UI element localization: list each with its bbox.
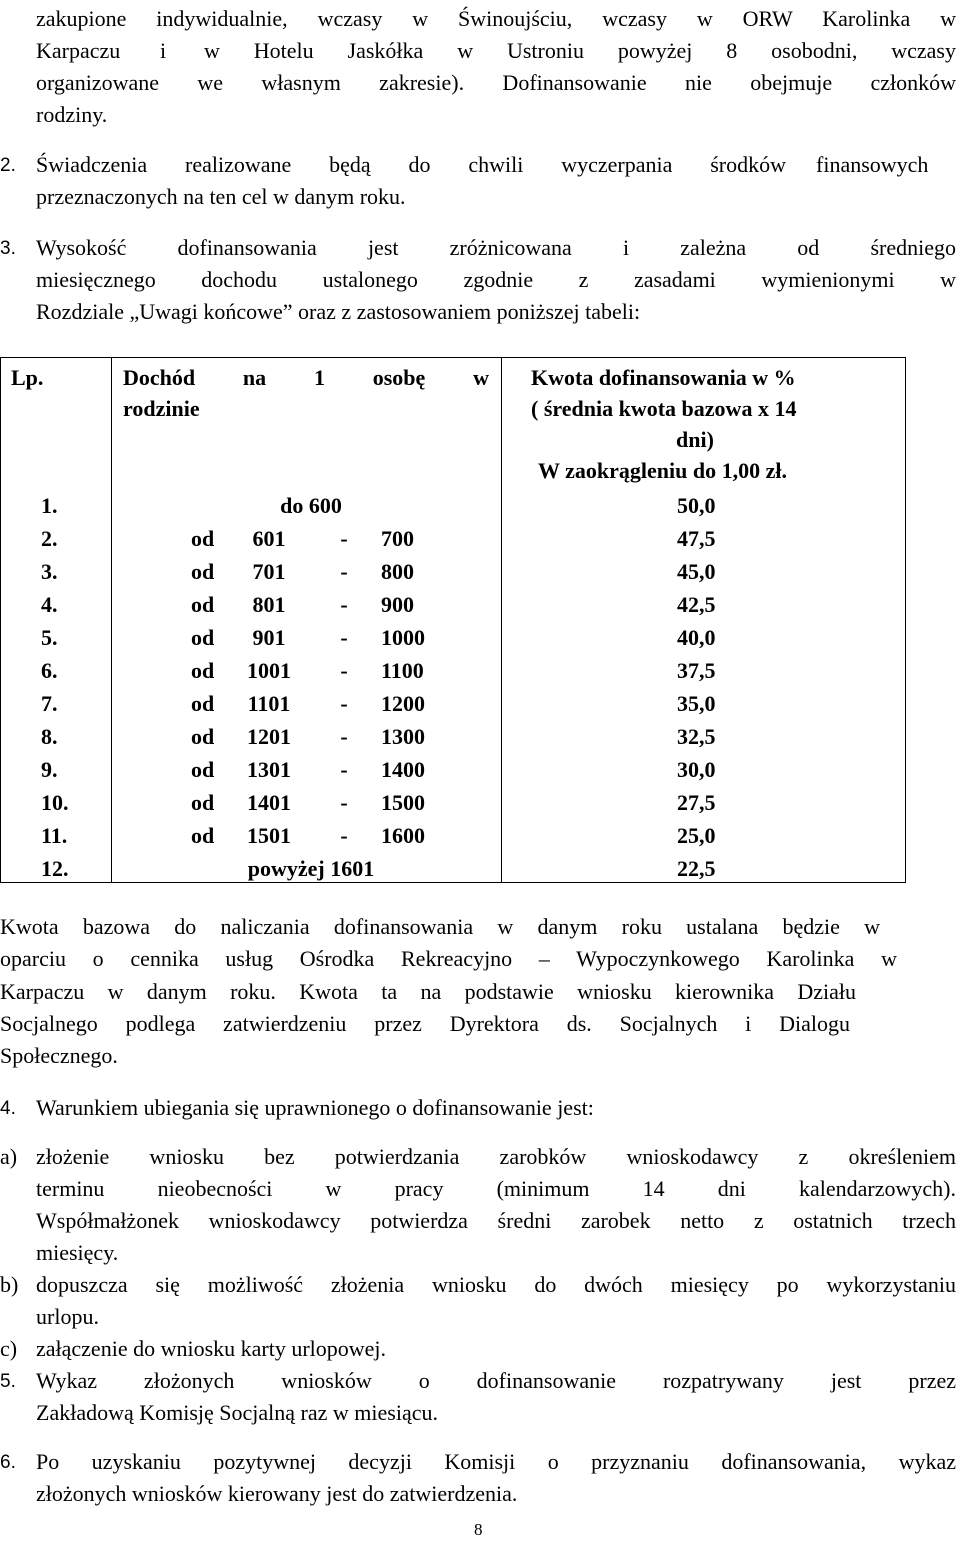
- row-percent: 30,0: [677, 757, 716, 782]
- table-header-dochod-1: Dochód na 1 osobę w: [123, 365, 489, 390]
- row-income-from: 1101: [247, 691, 291, 716]
- base-amount-line-1: Kwota bazowa do naliczania dofinansowania w danym roku ustalana będzie w: [0, 914, 880, 939]
- row-percent: 32,5: [677, 724, 716, 749]
- point-2-line-1: Świadczenia realizowane będą do chwili wyczerpania środków: [36, 152, 786, 177]
- point-4a-line-1: złożenie wniosku bez potwierdzania zarobków wnioskodawcy z określeniem: [36, 1144, 956, 1169]
- row-od: od: [191, 691, 215, 716]
- row-od: od: [191, 625, 215, 650]
- point-3-line-1: Wysokość dofinansowania jest zróżnicowana i zależna od średniego: [36, 235, 956, 260]
- table-row: [1, 522, 907, 555]
- row-number: 9.: [41, 757, 58, 782]
- row-percent: 45,0: [677, 559, 716, 584]
- point-4-number: 4.: [0, 1098, 16, 1119]
- row-income-from: 1401: [247, 790, 291, 815]
- point-4-text: Warunkiem ubiegania się uprawnionego o dofinansowanie jest:: [36, 1095, 594, 1120]
- table-header-dochod-2: rodzinie: [123, 396, 200, 421]
- row-income-from: 1001: [247, 658, 291, 683]
- row-percent: 40,0: [677, 625, 716, 650]
- intro-line-3: organizowane we własnym zakresie). Dofinansowanie nie obejmuje członków: [36, 70, 956, 95]
- table-row: [1, 555, 907, 588]
- row-od: od: [191, 790, 215, 815]
- table-header-lp: Lp.: [11, 365, 44, 390]
- row-income-from: 901: [252, 625, 286, 650]
- row-number: 8.: [41, 724, 58, 749]
- point-4a-line-4: miesięcy.: [36, 1240, 119, 1265]
- point-6-number: 6.: [0, 1452, 16, 1473]
- row-income-from: do 600: [280, 493, 342, 518]
- table-row: [1, 852, 907, 885]
- row-percent: 50,0: [677, 493, 716, 518]
- table-row: [1, 654, 907, 687]
- base-amount-line-4: Socjalnego podlega zatwierdzeniu przez Dyrektora ds. Socjalnych i Dialogu: [0, 1011, 850, 1036]
- row-dash: -: [340, 559, 348, 584]
- table-header-kwota-3: dni): [676, 427, 714, 452]
- row-income-to: 700: [381, 526, 414, 551]
- row-number: 11.: [41, 823, 68, 848]
- row-income-from: 701: [252, 559, 286, 584]
- point-3-line-2: miesięcznego dochodu ustalonego zgodnie z zasadami wymienionymi w: [36, 267, 956, 292]
- intro-line-2a: Karpaczu: [36, 38, 121, 63]
- row-dash: -: [340, 658, 348, 683]
- row-number: 5.: [41, 625, 58, 650]
- row-percent: 25,0: [677, 823, 716, 848]
- table-row: [1, 621, 907, 654]
- row-percent: 37,5: [677, 658, 716, 683]
- row-percent: 22,5: [677, 856, 716, 881]
- intro-line-1: zakupione indywidualnie, wczasy w Świnoujściu, wczasy w ORW Karolinka w: [36, 6, 956, 31]
- row-dash: -: [340, 526, 348, 551]
- page-number: 8: [474, 1520, 483, 1539]
- row-income-to: 1300: [381, 724, 425, 749]
- point-4c-line-1: załączenie do wniosku karty urlopowej.: [36, 1336, 387, 1361]
- point-4a-line-3: Współmałżonek wnioskodawcy potwierdza średni zarobek netto z ostatnich trzech: [36, 1208, 956, 1233]
- row-income-to: 1500: [381, 790, 425, 815]
- point-4b-line-2: urlopu.: [36, 1304, 99, 1329]
- intro-line-4: rodziny.: [36, 102, 108, 127]
- row-income-from: 1501: [247, 823, 291, 848]
- row-number: 10.: [41, 790, 69, 815]
- row-income-to: 1100: [381, 658, 424, 683]
- intro-line-2b: i: [160, 38, 167, 63]
- table-header-kwota-1: Kwota dofinansowania w %: [531, 365, 796, 390]
- row-number: 6.: [41, 658, 58, 683]
- intro-line-2c: w Hotelu Jaskółka w Ustroniu powyżej 8 osobodni, wczasy: [204, 38, 956, 63]
- point-6-line-1: Po uzyskaniu pozytywnej decyzji Komisji o przyznaniu dofinansowania, wykaz: [36, 1449, 956, 1474]
- table-header-kwota-4: W zaokrągleniu do 1,00 zł.: [538, 458, 787, 483]
- row-income-from: 1201: [247, 724, 291, 749]
- point-2-line-1b: finansowych: [816, 152, 929, 177]
- row-number: 12.: [41, 856, 69, 881]
- row-income-to: 1000: [381, 625, 425, 650]
- base-amount-line-5: Społecznego.: [0, 1043, 118, 1068]
- table-row: [1, 720, 907, 753]
- row-number: 3.: [41, 559, 58, 584]
- point-4c-label: c): [0, 1336, 18, 1361]
- table-row: [1, 819, 907, 852]
- point-4b-line-1: dopuszcza się możliwość złożenia wniosku do dwóch miesięcy po wykorzystaniu: [36, 1272, 956, 1297]
- table-row: [1, 489, 907, 522]
- base-amount-line-2: oparciu o cennika usług Ośrodka Rekreacyjno – Wypoczynkowego Karolinka w: [0, 946, 897, 971]
- row-dash: -: [340, 691, 348, 716]
- table-row: [1, 588, 907, 621]
- row-income-to: 800: [381, 559, 414, 584]
- row-od: od: [191, 526, 215, 551]
- row-income-to: 900: [381, 592, 414, 617]
- table-row: [1, 786, 907, 819]
- row-number: 7.: [41, 691, 58, 716]
- table-header-kwota-2: ( średnia kwota bazowa x 14: [531, 396, 797, 421]
- row-number: 4.: [41, 592, 58, 617]
- row-od: od: [191, 724, 215, 749]
- row-number: 2.: [41, 526, 58, 551]
- row-od: od: [191, 592, 215, 617]
- row-dash: -: [340, 757, 348, 782]
- row-dash: -: [340, 823, 348, 848]
- row-od: od: [191, 559, 215, 584]
- row-od: od: [191, 658, 215, 683]
- row-dash: -: [340, 592, 348, 617]
- row-income-to: 1200: [381, 691, 425, 716]
- row-income-from: 1301: [247, 757, 291, 782]
- point-6-line-2: złożonych wniosków kierowany jest do zatwierdzenia.: [36, 1481, 518, 1506]
- base-amount-line-3: Karpaczu w danym roku. Kwota ta na podstawie wniosku kierownika Działu: [0, 979, 856, 1004]
- table-row: [1, 687, 907, 720]
- row-income-from: powyżej 1601: [247, 856, 375, 881]
- row-income-to: 1400: [381, 757, 425, 782]
- point-2-line-2: przeznaczonych na ten cel w danym roku.: [36, 184, 406, 209]
- point-4a-line-2: terminu nieobecności w pracy (minimum 14 dni kalendarzowych).: [36, 1176, 956, 1201]
- row-income-to: 1600: [381, 823, 425, 848]
- row-percent: 35,0: [677, 691, 716, 716]
- row-percent: 27,5: [677, 790, 716, 815]
- row-income-from: 601: [252, 526, 286, 551]
- row-number: 1.: [41, 493, 58, 518]
- row-percent: 47,5: [677, 526, 716, 551]
- point-4a-label: a): [0, 1144, 18, 1169]
- row-percent: 42,5: [677, 592, 716, 617]
- point-2-number: 2.: [0, 155, 16, 176]
- point-5-line-2: Zakładową Komisję Socjalną raz w miesiącu.: [36, 1400, 438, 1425]
- row-od: od: [191, 823, 215, 848]
- row-income-from: 801: [252, 592, 286, 617]
- point-5-number: 5.: [0, 1371, 16, 1392]
- row-dash: -: [340, 625, 348, 650]
- row-dash: -: [340, 724, 348, 749]
- income-table: [0, 357, 906, 883]
- table-row: [1, 753, 907, 786]
- row-dash: -: [340, 790, 348, 815]
- point-4b-label: b): [0, 1272, 19, 1297]
- point-3-number: 3.: [0, 238, 16, 259]
- point-5-line-1: Wykaz złożonych wniosków o dofinansowanie rozpatrywany jest przez: [36, 1368, 956, 1393]
- point-3-line-3: Rozdziale „Uwagi końcowe” oraz z zastosowaniem poniższej tabeli:: [36, 299, 641, 324]
- row-od: od: [191, 757, 215, 782]
